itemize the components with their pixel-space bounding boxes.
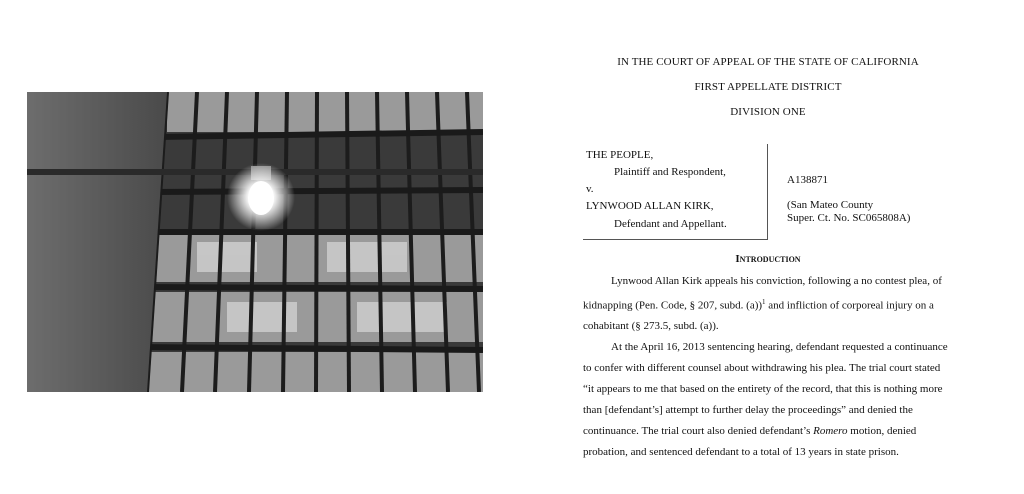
- section-title: Introduction: [735, 253, 801, 265]
- defendant-role: Defendant and Appellant.: [614, 218, 727, 230]
- paragraph-2-text-a: At the April 16, 2013 sentencing hearing, defendant requested a continuance to confer with different counsel about withdrawing his plea. The trial court stated “it appears to me that based on the entirety of the record, that this is nothing more than [defendant’s] attempt to further delay the proceedings” and denied the continuance. The trial court also denied defendant’s: [583, 341, 948, 437]
- romero-case-name: Romero: [813, 425, 848, 437]
- division-heading: DIVISION ONE: [730, 106, 806, 118]
- case-number: A138871: [787, 174, 828, 186]
- prison-cell-photo: [27, 92, 483, 392]
- county-label: (San Mateo County: [787, 199, 874, 211]
- versus-label: v.: [586, 183, 594, 195]
- paragraph-1: [583, 271, 953, 337]
- paragraph-1-text-a: Lynwood Allan Kirk appeals his conviction, following a no contest plea, of kidnapping (Pen. Code, § 207, subd. (a)): [583, 275, 942, 312]
- paragraph-2: [583, 337, 953, 462]
- court-heading: IN THE COURT OF APPEAL OF THE STATE OF CALIFORNIA: [617, 56, 919, 68]
- paragraph-2-text-b: motion, denied probation, and sentenced defendant to a total of 13 years in state prison.: [583, 425, 917, 458]
- paragraph-1-text-b: and infliction of corporeal injury on a cohabitant (§ 273.5, subd. (a)).: [583, 299, 934, 333]
- opinion-body: [583, 271, 953, 463]
- court-document: [560, 0, 1010, 494]
- plaintiff-role: Plaintiff and Respondent,: [614, 166, 726, 178]
- defendant-name: LYNWOOD ALLAN KIRK,: [586, 200, 714, 212]
- district-heading: FIRST APPELLATE DISTRICT: [694, 81, 842, 93]
- plaintiff-name: THE PEOPLE,: [586, 149, 654, 161]
- superior-court-number: Super. Ct. No. SC065808A): [787, 212, 911, 224]
- footnote-marker: 1: [762, 297, 766, 306]
